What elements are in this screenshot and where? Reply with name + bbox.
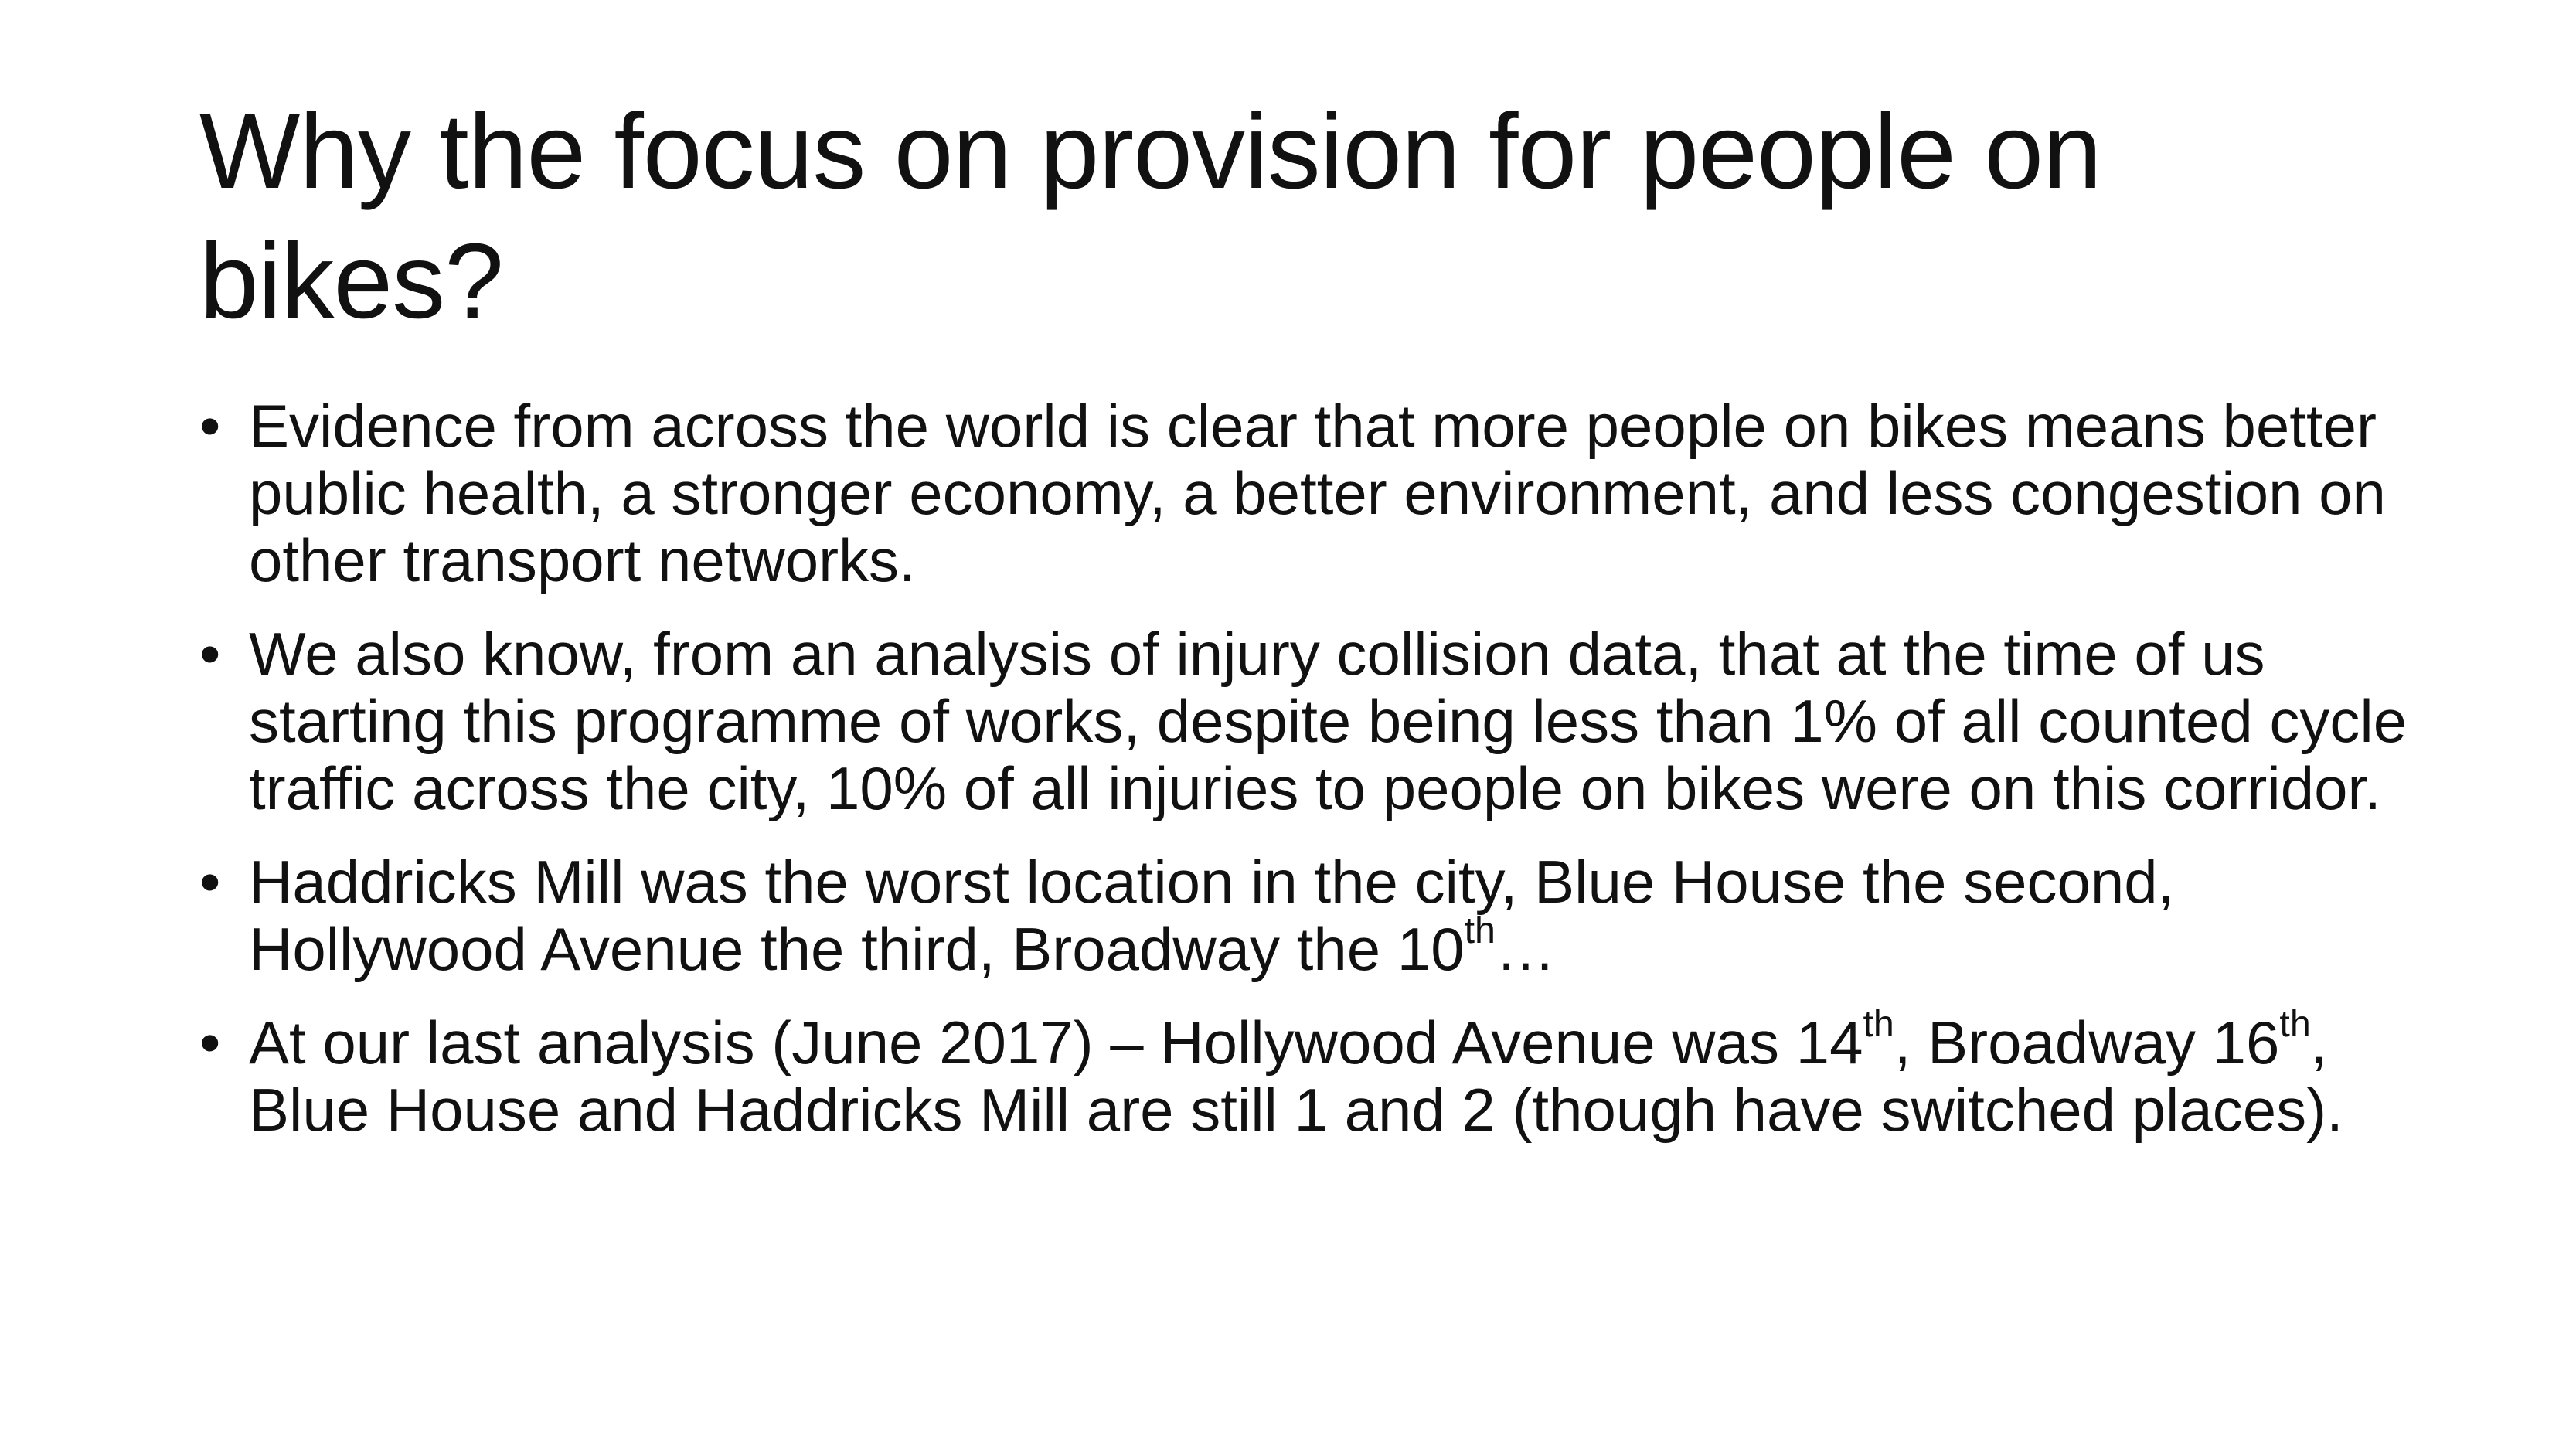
bullet-text: Evidence from across the world is clear that more people on bikes means better public health, a stronger economy, a better environment, and less congestion on other transport networks. <box>249 392 2386 594</box>
bullet-dot-icon: • <box>199 848 221 916</box>
bullet-dot-icon: • <box>199 392 221 460</box>
bullet-text-part: , Broadway 16 <box>1894 1009 2280 1077</box>
bullet-text-part: Haddricks Mill was the worst location in the city, Blue House the second, Hollywood Avenue the third, Broadway the 10 <box>249 848 2175 983</box>
bullet-item-worst-locations <box>199 849 2410 983</box>
ordinal-suffix: th <box>1863 1003 1894 1046</box>
bullet-item-last-analysis <box>199 1003 2410 1144</box>
bullet-text-part: At our last analysis (June 2017) – Hollywood Avenue was 14 <box>249 1009 1863 1077</box>
bullet-item-evidence <box>199 393 2410 594</box>
bullet-text <box>249 1003 2343 1144</box>
slide-title: Why the focus on provision for people on bikes? <box>199 92 2101 341</box>
bullet-text: We also know, from an analysis of injury collision data, that at the time of us starting this programme of works, despite being less than 1% of all counted cycle traffic across the city, 10% of all injuries to people on bikes were on this corridor. <box>249 620 2408 822</box>
ordinal-suffix: th <box>2279 1003 2311 1046</box>
bullet-dot-icon: • <box>199 620 221 688</box>
bullet-text-part: , Blue House and Haddricks Mill are still 1 and 2 (though have switched places). <box>249 1009 2343 1144</box>
ordinal-suffix: th <box>1464 910 1496 952</box>
bullet-text-part: … <box>1495 915 1556 983</box>
bullet-text <box>249 848 2174 983</box>
bullet-item-injury-data <box>199 621 2410 822</box>
bullet-list <box>199 393 2410 1170</box>
bullet-dot-icon: • <box>199 1009 221 1077</box>
